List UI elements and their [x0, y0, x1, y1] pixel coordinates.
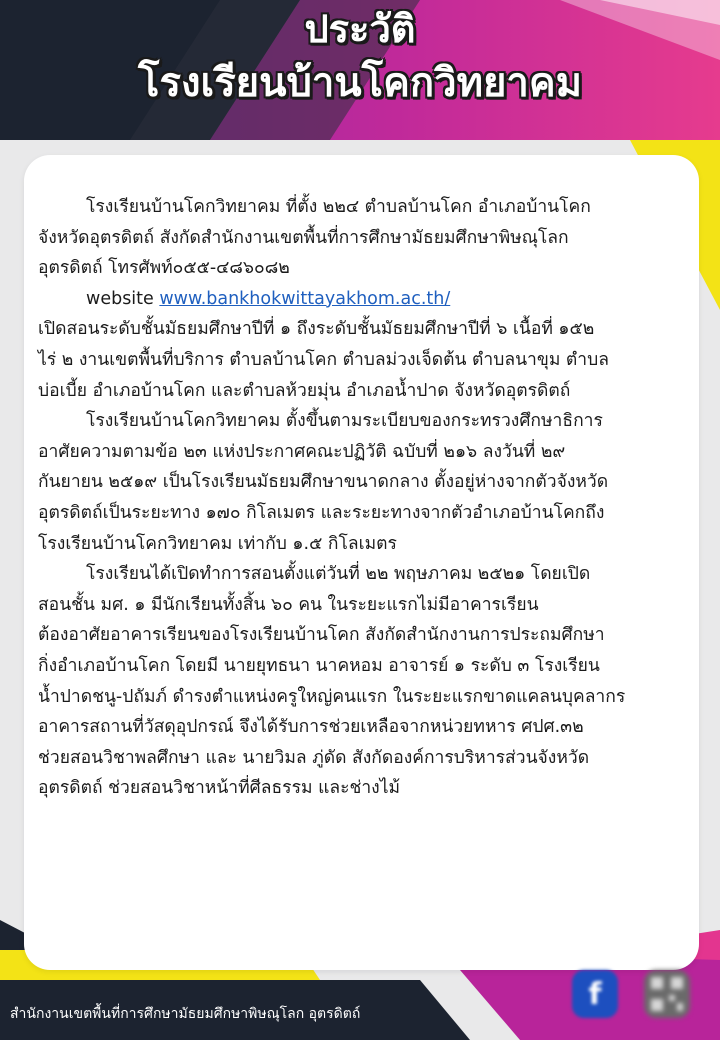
school-name-title: โรงเรียนบ้านโคกวิทยาคม [138, 60, 582, 106]
qr-code-icon[interactable] [644, 970, 690, 1018]
paragraph-line: อาศัยความตามข้อ ๒๓ แห่งประกาศคณะปฏิวัติ ฉบับที่ ๒๑๖ ลงวันที่ ๒๙ [38, 441, 566, 462]
paragraph-line: สอนชั้น มศ. ๑ มีนักเรียนทั้งสิ้น ๖๐ คน ในระยะแรกไม่มีอาคารเรียน [38, 594, 539, 615]
paragraph-line: น้ำปาดชนู-ปถัมภ์ ดำรงตำแหน่งครูใหญ่คนแรก ในระยะแรกขาดแคลนบุคลากร [38, 686, 626, 707]
facebook-glyph: f [588, 977, 602, 1012]
paragraph-line: โรงเรียนบ้านโคกวิทยาคม ที่ตั้ง ๒๒๔ ตำบลบ้านโคก อำเภอบ้านโคก [86, 197, 591, 217]
paragraph-line: ไร่ ๒ งานเขตพื้นที่บริการ ตำบลบ้านโคก ตำบลม่วงเจ็ดต้น ตำบลนาขุม ตำบล [38, 349, 609, 370]
footer-office-name: สำนักงานเขตพื้นที่การศึกษามัธยมศึกษาพิษณุโลก อุตรดิตถ์ [10, 1006, 361, 1022]
paragraph-line: อุตรดิตถ์ ช่วยสอนวิชาหน้าที่ศีลธรรม และช่างไม้ [38, 778, 401, 799]
paragraph-line: จังหวัดอุตรดิตถ์ สังกัดสำนักงานเขตพื้นที่การศึกษามัธยมศึกษาพิษณุโลก [38, 227, 569, 248]
website-label: website [86, 288, 160, 309]
paragraph-line: ต้องอาศัยอาคารเรียนของโรงเรียนบ้านโคก สังกัดสำนักงานการประถมศึกษา [38, 625, 605, 646]
page-title: ประวัติ [304, 7, 416, 51]
paragraph-line: โรงเรียนบ้านโคกวิทยาคม เท่ากับ ๑.๕ กิโลเมตร [38, 533, 397, 554]
website-line [38, 284, 698, 315]
paragraph-line: กันยายน ๒๕๑๙ เป็นโรงเรียนมัธยมศึกษาขนาดกลาง ตั้งอยู่ห่างจากตัวจังหวัด [38, 472, 609, 493]
paragraph-line: อุตรดิตถ์เป็นระยะทาง ๑๗๐ กิโลเมตร และระยะทางจากตัวอำเภอบ้านโคกถึง [38, 502, 605, 523]
paragraph-line: อาคารสถานที่วัสดุอุปกรณ์ จึงได้รับการช่วยเหลือจากหน่วยทหาร ศปศ.๓๒ [38, 717, 584, 738]
paragraph-line: กิ่งอำเภอบ้านโคก โดยมี นายยุทธนา นาคหอม อาจารย์ ๑ ระดับ ๓ โรงเรียน [38, 655, 600, 676]
history-text [38, 192, 698, 804]
paragraph-line: เปิดสอนระดับชั้นมัธยมศึกษาปีที่ ๑ ถึงระดับชั้นมัธยมศึกษาปีที่ ๖ เนื้อที่ ๑๕๒ [38, 319, 595, 340]
facebook-icon[interactable] [572, 970, 618, 1018]
paragraph-line: โรงเรียนบ้านโคกวิทยาคม ตั้งขึ้นตามระเบียบของกระทรวงศึกษาธิการ [86, 411, 603, 432]
paragraph-line: บ่อเบี้ย อำเภอบ้านโคก และตำบลห้วยมุ่น อำเภอน้ำปาด จังหวัดอุตรดิตถ์ [38, 380, 571, 401]
website-link[interactable]: www.bankhokwittayakhom.ac.th/ [159, 288, 451, 309]
paragraph-line: ช่วยสอนวิชาพลศึกษา และ นายวิมล ภู่ดัด สังกัดองค์การบริหารส่วนจังหวัด [38, 747, 590, 768]
paragraph-line: โรงเรียนได้เปิดทำการสอนตั้งแต่วันที่ ๒๒ พฤษภาคม ๒๕๒๑ โดยเปิด [86, 564, 591, 585]
paragraph-line: อุตรดิตถ์ โทรศัพท์๐๕๕-๔๘๖๐๘๒ [38, 258, 290, 279]
